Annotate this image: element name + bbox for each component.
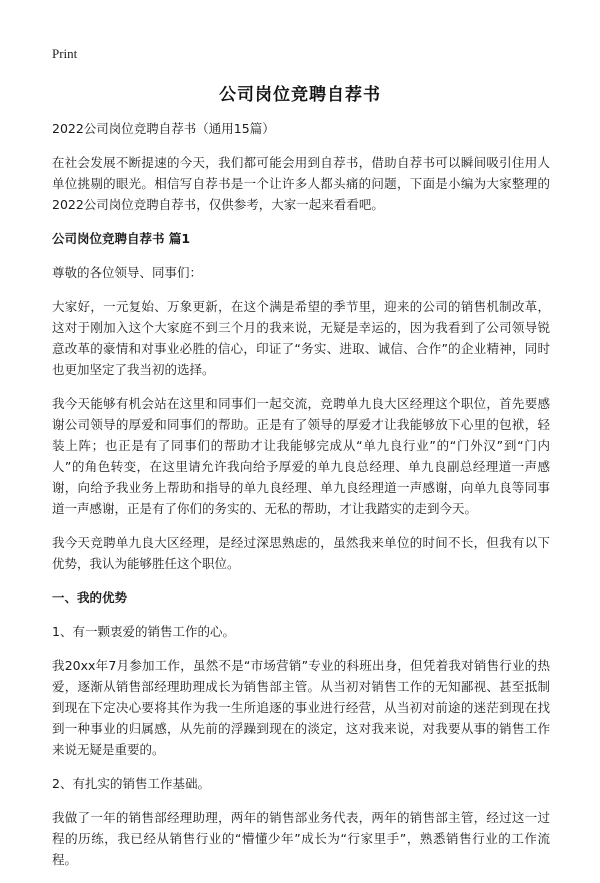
intro-paragraph: 在社会发展不断提速的今天，我们都可能会用到自荐书，借助自荐书可以瞬间吸引住用人单位挑剔的眼光。相信写自荐书是一个让许多人都头痛的问题，下面是小编为大家整理的2022公司岗位竞聘自荐书，仅供参考，大家一起来看看吧。 — [52, 155, 550, 212]
section-heading: 一、我的优势 — [52, 590, 128, 605]
section-heading: 公司岗位竞聘自荐书 篇1 — [52, 231, 191, 246]
list-item: 2、有扎实的销售工作基础。 — [52, 776, 210, 791]
paragraph: 我今天能够有机会站在这里和同事们一起交流，竞聘单九良大区经理这个职位，首先要感谢公司领导的厚爱和同事们的帮助。正是有了领导的厚爱才让我能够放下心里的包袱，轻装上阵；也正是有了同事们的帮助才让我能够完成从“单九良行业”的“门外汉”到“门内人”的角色转变，在这里请允许我向给予厚爱的单九良总经理、单九良副总经理道一声感谢，向给予我业务上帮助和指导的单九良经理、单九良经理道一声感谢，向单九良等同事道一声感谢，正是有了你们的务实的、无私的帮助，才让我踏实的走到今天。 — [52, 396, 550, 516]
list-item: 1、有一颗衷爱的销售工作的心。 — [52, 624, 235, 639]
print-link[interactable]: Print — [52, 46, 78, 61]
paragraph: 大家好，一元复始、万象更新，在这个满是希望的季节里，迎来的公司的销售机制改革，这对于刚加入这个大家庭不到三个月的我来说，无疑是幸运的，因为我看到了公司领导锐意改革的豪情和对事业必胜的信心，印证了“务实、进取、诚信、合作”的企业精神，同时也更加坚定了我当初的选择。 — [52, 299, 550, 377]
paragraph: 我做了一年的销售部经理助理，两年的销售部业务代表，两年的销售部主管，经过这一过程的历练，我已经从销售行业的“懵懂少年”成长为“行家里手”，熟悉销售行业的工作流程。 — [52, 810, 550, 867]
paragraph: 我今天竞聘单九良大区经理，是经过深思熟虑的，虽然我来单位的时间不长，但我有以下优势，我认为能够胜任这个职位。 — [52, 535, 550, 571]
article-body — [52, 118, 550, 883]
salutation: 尊敬的各位领导、同事们： — [52, 265, 203, 280]
paragraph: 我20xx年7月参加工作，虽然不是“市场营销”专业的科班出身，但凭着我对销售行业的热爱，逐渐从销售部经理助理成长为销售部主管。从当初对销售工作的无知鄙视、甚至抵制到现在下定决心要将其作为我一生所追逐的事业进行经营，从当初对前途的迷茫到现在找到一种事业的归属感，从先前的浮躁到现在的淡定，这对我来说，对我要从事的销售工作来说无疑是重要的。 — [52, 658, 550, 757]
subtitle: 2022公司岗位竞聘自荐书（通用15篇） — [52, 121, 275, 136]
page-title: 公司岗位竞聘自荐书 — [219, 85, 381, 105]
